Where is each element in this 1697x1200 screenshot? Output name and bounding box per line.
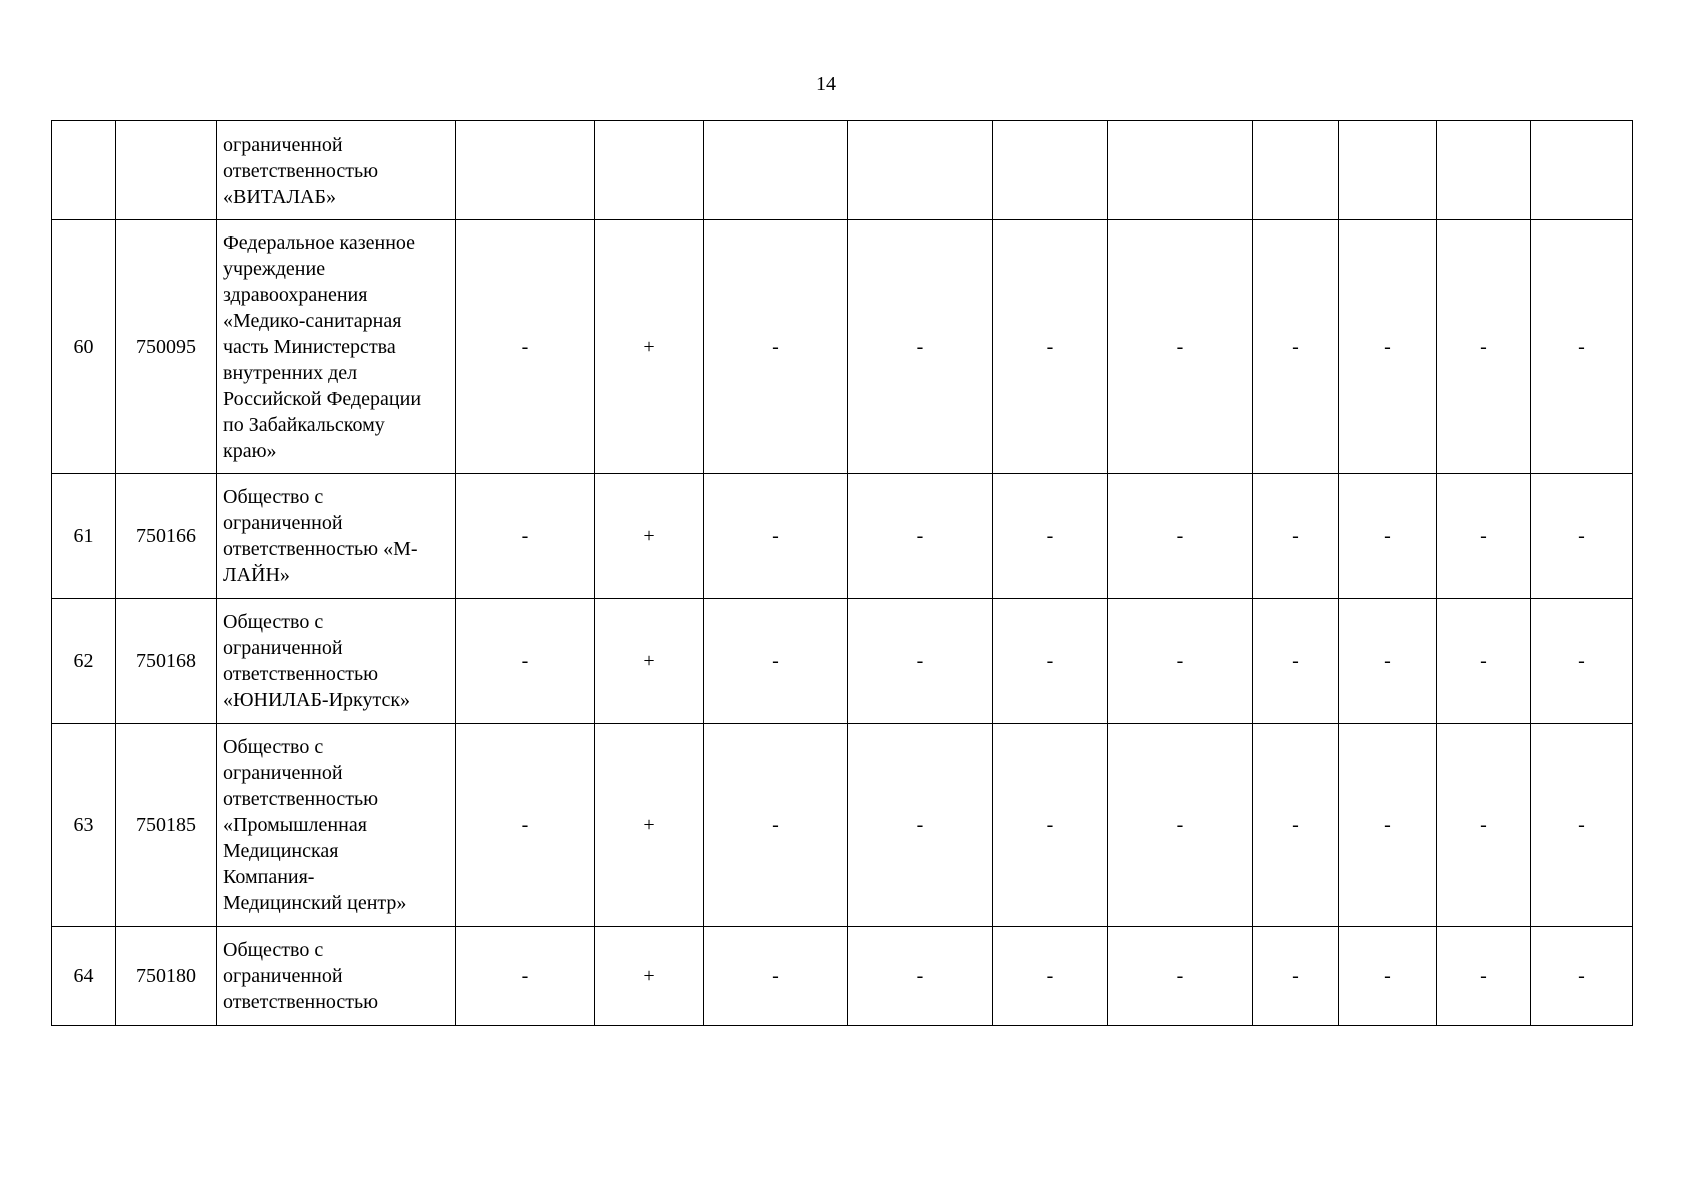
org-name-line: ограниченной	[223, 965, 343, 987]
mark-cell: -	[848, 599, 993, 724]
mark-cell: -	[993, 220, 1108, 474]
table-row	[52, 220, 1633, 474]
mark-cell: -	[993, 724, 1108, 927]
org-name-line: ограниченной	[223, 134, 343, 156]
org-name-cell	[217, 724, 456, 927]
row-number-cell: 60	[52, 220, 116, 474]
mark-cell: -	[1339, 724, 1437, 927]
org-name-line: ограниченной	[223, 637, 343, 659]
org-name-line: краю»	[223, 440, 277, 462]
mark-cell	[1339, 121, 1437, 220]
org-name-line: ограниченной	[223, 762, 343, 784]
org-name-line: «Промышленная	[223, 814, 367, 836]
mark-cell: +	[595, 724, 704, 927]
org-name-line: ответственностью «М-	[223, 538, 418, 560]
mark-cell: -	[848, 724, 993, 927]
mark-cell: -	[1108, 220, 1253, 474]
mark-cell	[848, 121, 993, 220]
mark-cell	[1253, 121, 1339, 220]
registry-table	[51, 120, 1633, 1026]
mark-cell: -	[456, 474, 595, 599]
org-name-line: ограниченной	[223, 512, 343, 534]
mark-cell: -	[1531, 927, 1633, 1026]
org-name-line: Общество с	[223, 611, 324, 633]
org-code-cell: 750185	[116, 724, 217, 927]
mark-cell: -	[993, 599, 1108, 724]
mark-cell: -	[704, 599, 848, 724]
org-name-line: «ВИТАЛАБ»	[223, 186, 336, 208]
org-name-cell	[217, 599, 456, 724]
org-name-line: Компания-	[223, 866, 315, 888]
org-name-line: ответственностью	[223, 663, 379, 685]
mark-cell: -	[1437, 927, 1531, 1026]
mark-cell	[704, 121, 848, 220]
mark-cell: -	[1253, 220, 1339, 474]
org-name-line: Медицинский центр»	[223, 892, 407, 914]
mark-cell: -	[1339, 927, 1437, 1026]
row-number-cell: 63	[52, 724, 116, 927]
mark-cell: -	[1437, 724, 1531, 927]
table-row	[52, 599, 1633, 724]
mark-cell: -	[704, 474, 848, 599]
mark-cell: +	[595, 599, 704, 724]
mark-cell	[993, 121, 1108, 220]
mark-cell: -	[993, 927, 1108, 1026]
mark-cell: -	[1531, 724, 1633, 927]
org-name-cell	[217, 474, 456, 599]
org-name-line: ответственностью	[223, 160, 379, 182]
org-name-line: Федеральное казенное	[223, 232, 416, 254]
org-code-cell: 750166	[116, 474, 217, 599]
page-number: 14	[816, 73, 836, 95]
mark-cell: -	[1253, 724, 1339, 927]
mark-cell: -	[1531, 474, 1633, 599]
mark-cell: -	[1108, 599, 1253, 724]
org-name-line: ответственностью	[223, 991, 379, 1013]
mark-cell: -	[1108, 474, 1253, 599]
mark-cell: -	[1108, 927, 1253, 1026]
mark-cell: -	[1339, 599, 1437, 724]
table-row	[52, 121, 1633, 220]
mark-cell: -	[1108, 724, 1253, 927]
mark-cell: -	[1253, 474, 1339, 599]
mark-cell: -	[1531, 599, 1633, 724]
mark-cell: -	[456, 599, 595, 724]
org-name-line: Медицинская	[223, 840, 339, 862]
row-number-cell	[52, 121, 116, 220]
mark-cell	[456, 121, 595, 220]
mark-cell: -	[1437, 474, 1531, 599]
mark-cell	[595, 121, 704, 220]
org-name-line: Российской Федерации	[223, 388, 422, 410]
mark-cell: -	[848, 220, 993, 474]
org-name-line: часть Министерства	[223, 336, 396, 358]
org-name-line: ЛАЙН»	[223, 564, 290, 586]
mark-cell: -	[1437, 220, 1531, 474]
mark-cell	[1437, 121, 1531, 220]
mark-cell: -	[1437, 599, 1531, 724]
mark-cell	[1531, 121, 1633, 220]
org-code-cell: 750168	[116, 599, 217, 724]
mark-cell: -	[993, 474, 1108, 599]
row-number-cell: 64	[52, 927, 116, 1026]
org-code-cell	[116, 121, 217, 220]
mark-cell: -	[1339, 220, 1437, 474]
mark-cell: +	[595, 927, 704, 1026]
table-row	[52, 474, 1633, 599]
mark-cell	[1108, 121, 1253, 220]
mark-cell: -	[456, 220, 595, 474]
mark-cell: -	[1531, 220, 1633, 474]
table-row	[52, 927, 1633, 1026]
org-name-cell	[217, 927, 456, 1026]
mark-cell: -	[848, 927, 993, 1026]
org-name-line: ответственностью	[223, 788, 379, 810]
mark-cell: -	[456, 927, 595, 1026]
org-name-line: учреждение	[223, 258, 326, 280]
mark-cell: -	[456, 724, 595, 927]
org-name-line: Общество с	[223, 486, 324, 508]
org-code-cell: 750095	[116, 220, 217, 474]
table-body	[52, 121, 1633, 1026]
mark-cell: -	[1339, 474, 1437, 599]
org-name-cell	[217, 121, 456, 220]
table-row	[52, 724, 1633, 927]
org-name-cell	[217, 220, 456, 474]
mark-cell: -	[704, 220, 848, 474]
mark-cell: -	[848, 474, 993, 599]
org-name-line: внутренних дел	[223, 362, 358, 384]
org-name-line: Общество с	[223, 939, 324, 961]
org-name-line: здравоохранения	[223, 284, 368, 306]
org-name-line: Общество с	[223, 736, 324, 758]
row-number-cell: 62	[52, 599, 116, 724]
org-name-line: по Забайкальскому	[223, 414, 385, 436]
org-name-line: «Медико-санитарная	[223, 310, 402, 332]
mark-cell: -	[1253, 927, 1339, 1026]
mark-cell: +	[595, 474, 704, 599]
org-code-cell: 750180	[116, 927, 217, 1026]
row-number-cell: 61	[52, 474, 116, 599]
mark-cell: +	[595, 220, 704, 474]
mark-cell: -	[704, 927, 848, 1026]
org-name-line: «ЮНИЛАБ-Иркутск»	[223, 689, 411, 711]
mark-cell: -	[704, 724, 848, 927]
mark-cell: -	[1253, 599, 1339, 724]
